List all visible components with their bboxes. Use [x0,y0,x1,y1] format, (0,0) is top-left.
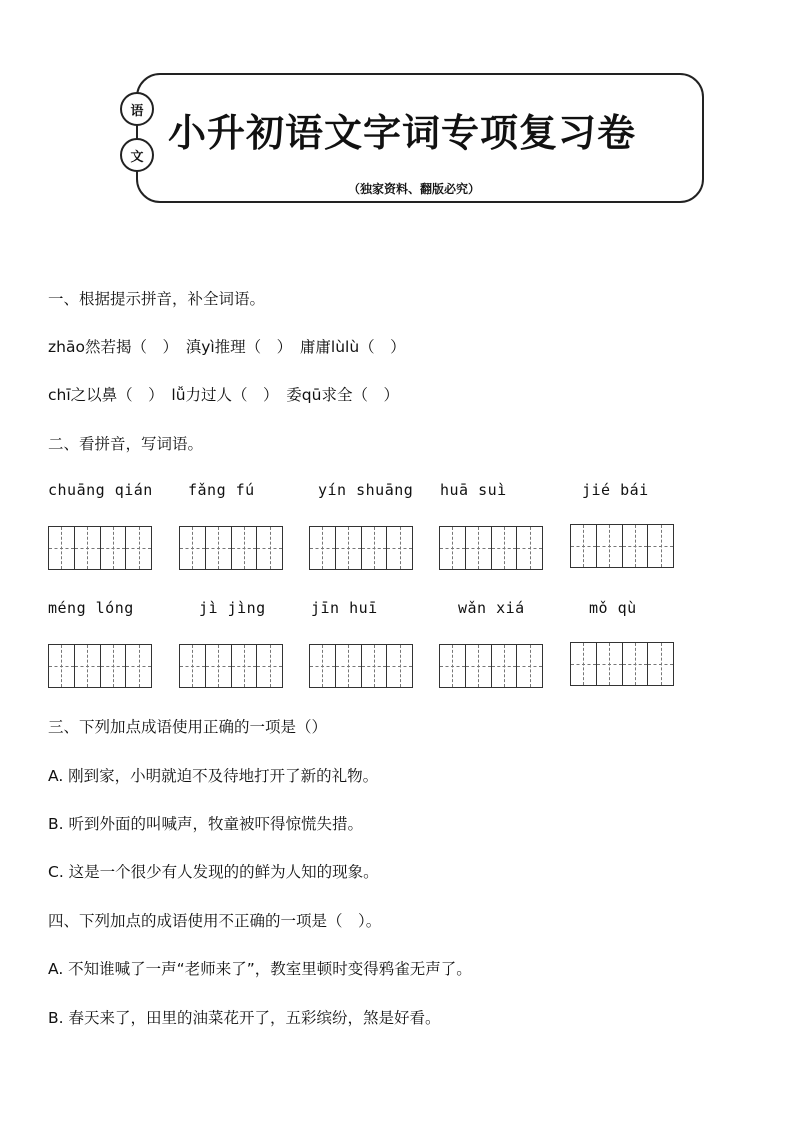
subject-badge-top: 语 [120,92,154,126]
writing-grid[interactable] [179,526,283,570]
pinyin-row-2 [48,599,748,619]
pinyin-label: jì jìng [199,599,266,617]
pinyin-label: wǎn xiá [458,599,525,617]
pinyin-row-1 [48,481,748,501]
writing-grid[interactable] [309,644,413,688]
writing-grid[interactable] [179,644,283,688]
pinyin-label: fǎng fú [188,481,255,499]
section4-option-a: A. 不知谁喊了一声“老师来了”，教室里顿时变得鸦雀无声了。 [48,960,472,978]
section1-line1: zhāo然若揭（ ） 滇yì推理（ ） 庸庸lùlù（ ） [48,338,406,356]
subject-badge-bottom: 文 [120,138,154,172]
page-title: 小升初语文字词专项复习卷 [168,111,637,155]
section2-heading: 二、看拼音，写词语。 [48,435,204,453]
section3-heading: 三、下列加点成语使用正确的一项是（） [48,718,328,736]
section4-heading: 四、下列加点的成语使用不正确的一项是（ ）。 [48,912,382,930]
writing-grid[interactable] [570,524,674,568]
pinyin-label: jié bái [582,481,649,499]
pinyin-label: chuāng qián [48,481,153,499]
section1-line2: chī之以鼻（ ） lǚ力过人（ ） 委qū求全（ ） [48,386,399,404]
writing-grid[interactable] [439,644,543,688]
writing-grid[interactable] [309,526,413,570]
section4-option-b: B. 春天来了，田里的油菜花开了，五彩缤纷，煞是好看。 [48,1009,441,1027]
section3-option-a: A. 刚到家，小明就迫不及待地打开了新的礼物。 [48,767,379,785]
pinyin-label: méng lóng [48,599,134,617]
page-subtitle: （独家资料、翻版必究） [348,182,481,196]
pinyin-label: huā suì [440,481,507,499]
writing-grid[interactable] [570,642,674,686]
writing-grid[interactable] [48,644,152,688]
writing-grid-row-1 [48,526,748,570]
pinyin-label: jīn huī [311,599,378,617]
writing-grid[interactable] [439,526,543,570]
section3-option-c: C. 这是一个很少有人发现的的鲜为人知的现象。 [48,863,379,881]
writing-grid[interactable] [48,526,152,570]
writing-grid-row-2 [48,644,748,688]
pinyin-label: mǒ qù [589,599,637,617]
section1-heading: 一、根据提示拼音，补全词语。 [48,290,266,308]
pinyin-label: yín shuāng [318,481,414,499]
section3-option-b: B. 听到外面的叫喊声，牧童被吓得惊慌失措。 [48,815,363,833]
